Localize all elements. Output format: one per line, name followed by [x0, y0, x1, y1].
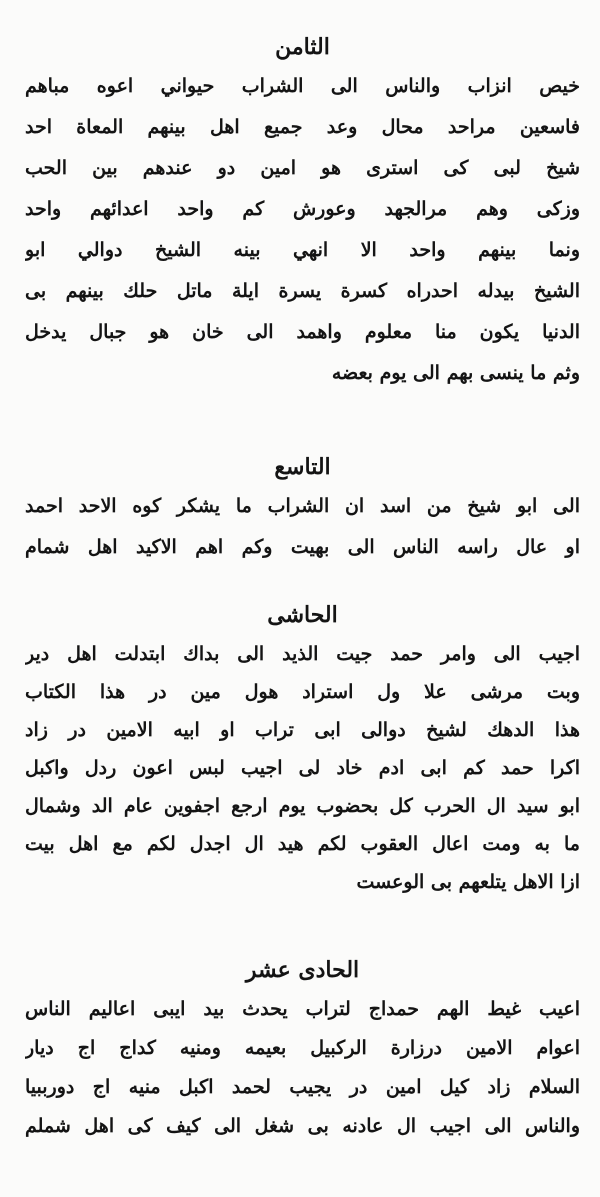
text-line: الى ابو شيخ من اسد ان الشراب ما يشكر كوه الاحد احمد [25, 495, 580, 517]
text-line: اكرا حمد كم ابى ادم خاد لى اجيب لبس اعون ردل واكبل [25, 757, 580, 779]
section-heading: التاسع [274, 454, 331, 480]
text-line: ابو سيد ال الحرب كل بحضوب يوم ارجع اجفوين عام الد وشمال [25, 795, 580, 817]
text-line: الشيخ بيدله احدراه كسرة يسرة ايلة ماتل حلك بينهم بى [25, 280, 580, 302]
section-heading: الحاشى [267, 602, 338, 628]
text-line: وبت مرشى علا ول استراد هول مين در هذا الكتاب [25, 681, 580, 703]
section-heading: الحادى عشر [245, 957, 360, 983]
text-line: ما به ومت اعال العقوب لكم هيد ال اجدل لكم مع اهل بيت [25, 833, 580, 855]
section-heading: الثامن [275, 34, 330, 60]
text-line: السلام زاد كيل امين در يجيب لحمد اكبل منيه اج دورببيا [25, 1076, 580, 1098]
text-line: شيخ لبى كى استرى هو امين دو عندهم بين الحب [25, 157, 580, 179]
text-line: ونما بينهم واحد الا انهي بينه الشيخ دوالي ابو [25, 239, 580, 261]
text-line: خيص انزاب والناس الى الشراب حيواني اعوه مباهم [25, 75, 580, 97]
section-eighth [25, 32, 580, 400]
text-line: فاسعين مراحد محال وعد جميع اهل بينهم المعاة احد [25, 116, 580, 138]
text-line: او عال راسه الناس الى بهيت وكم اهم الاكيد اهل شمام [25, 536, 580, 558]
section-ninth [25, 452, 580, 574]
text-line: هذا الدهك لشيخ دوالى ابى تراب او ابيه الامين در زاد [25, 719, 580, 741]
text-line: وزكى وهم مرالجهد وعورش كم واحد اعدائهم واحد [25, 198, 580, 220]
text-line: ازا الاهل يتلعهم بى الوعست [356, 871, 580, 893]
text-line: اعيب غيط الهم حمداج لتراب يحدث بيد ايبى اعاليم الناس [25, 998, 580, 1020]
text-line: والناس الى اجيب ال عادنه بى شغل الى كيف كى اهل شملم [25, 1115, 580, 1137]
text-line: وثم ما ينسى بهم الى يوم بعضه [331, 362, 580, 384]
section-eleventh [25, 955, 580, 1151]
text-line: الدنيا يكون منا معلوم واهمد الى خان هو جبال يدخل [25, 321, 580, 343]
section-tenth [25, 600, 580, 906]
text-line: اعوام الامين درزارة الركبيل بعيمه ومنيه كداج اج ديار [25, 1037, 580, 1059]
text-line: اجيب الى وامر حمد جيت الذيد الى بداك ابتدلت اهل دير [25, 643, 580, 665]
